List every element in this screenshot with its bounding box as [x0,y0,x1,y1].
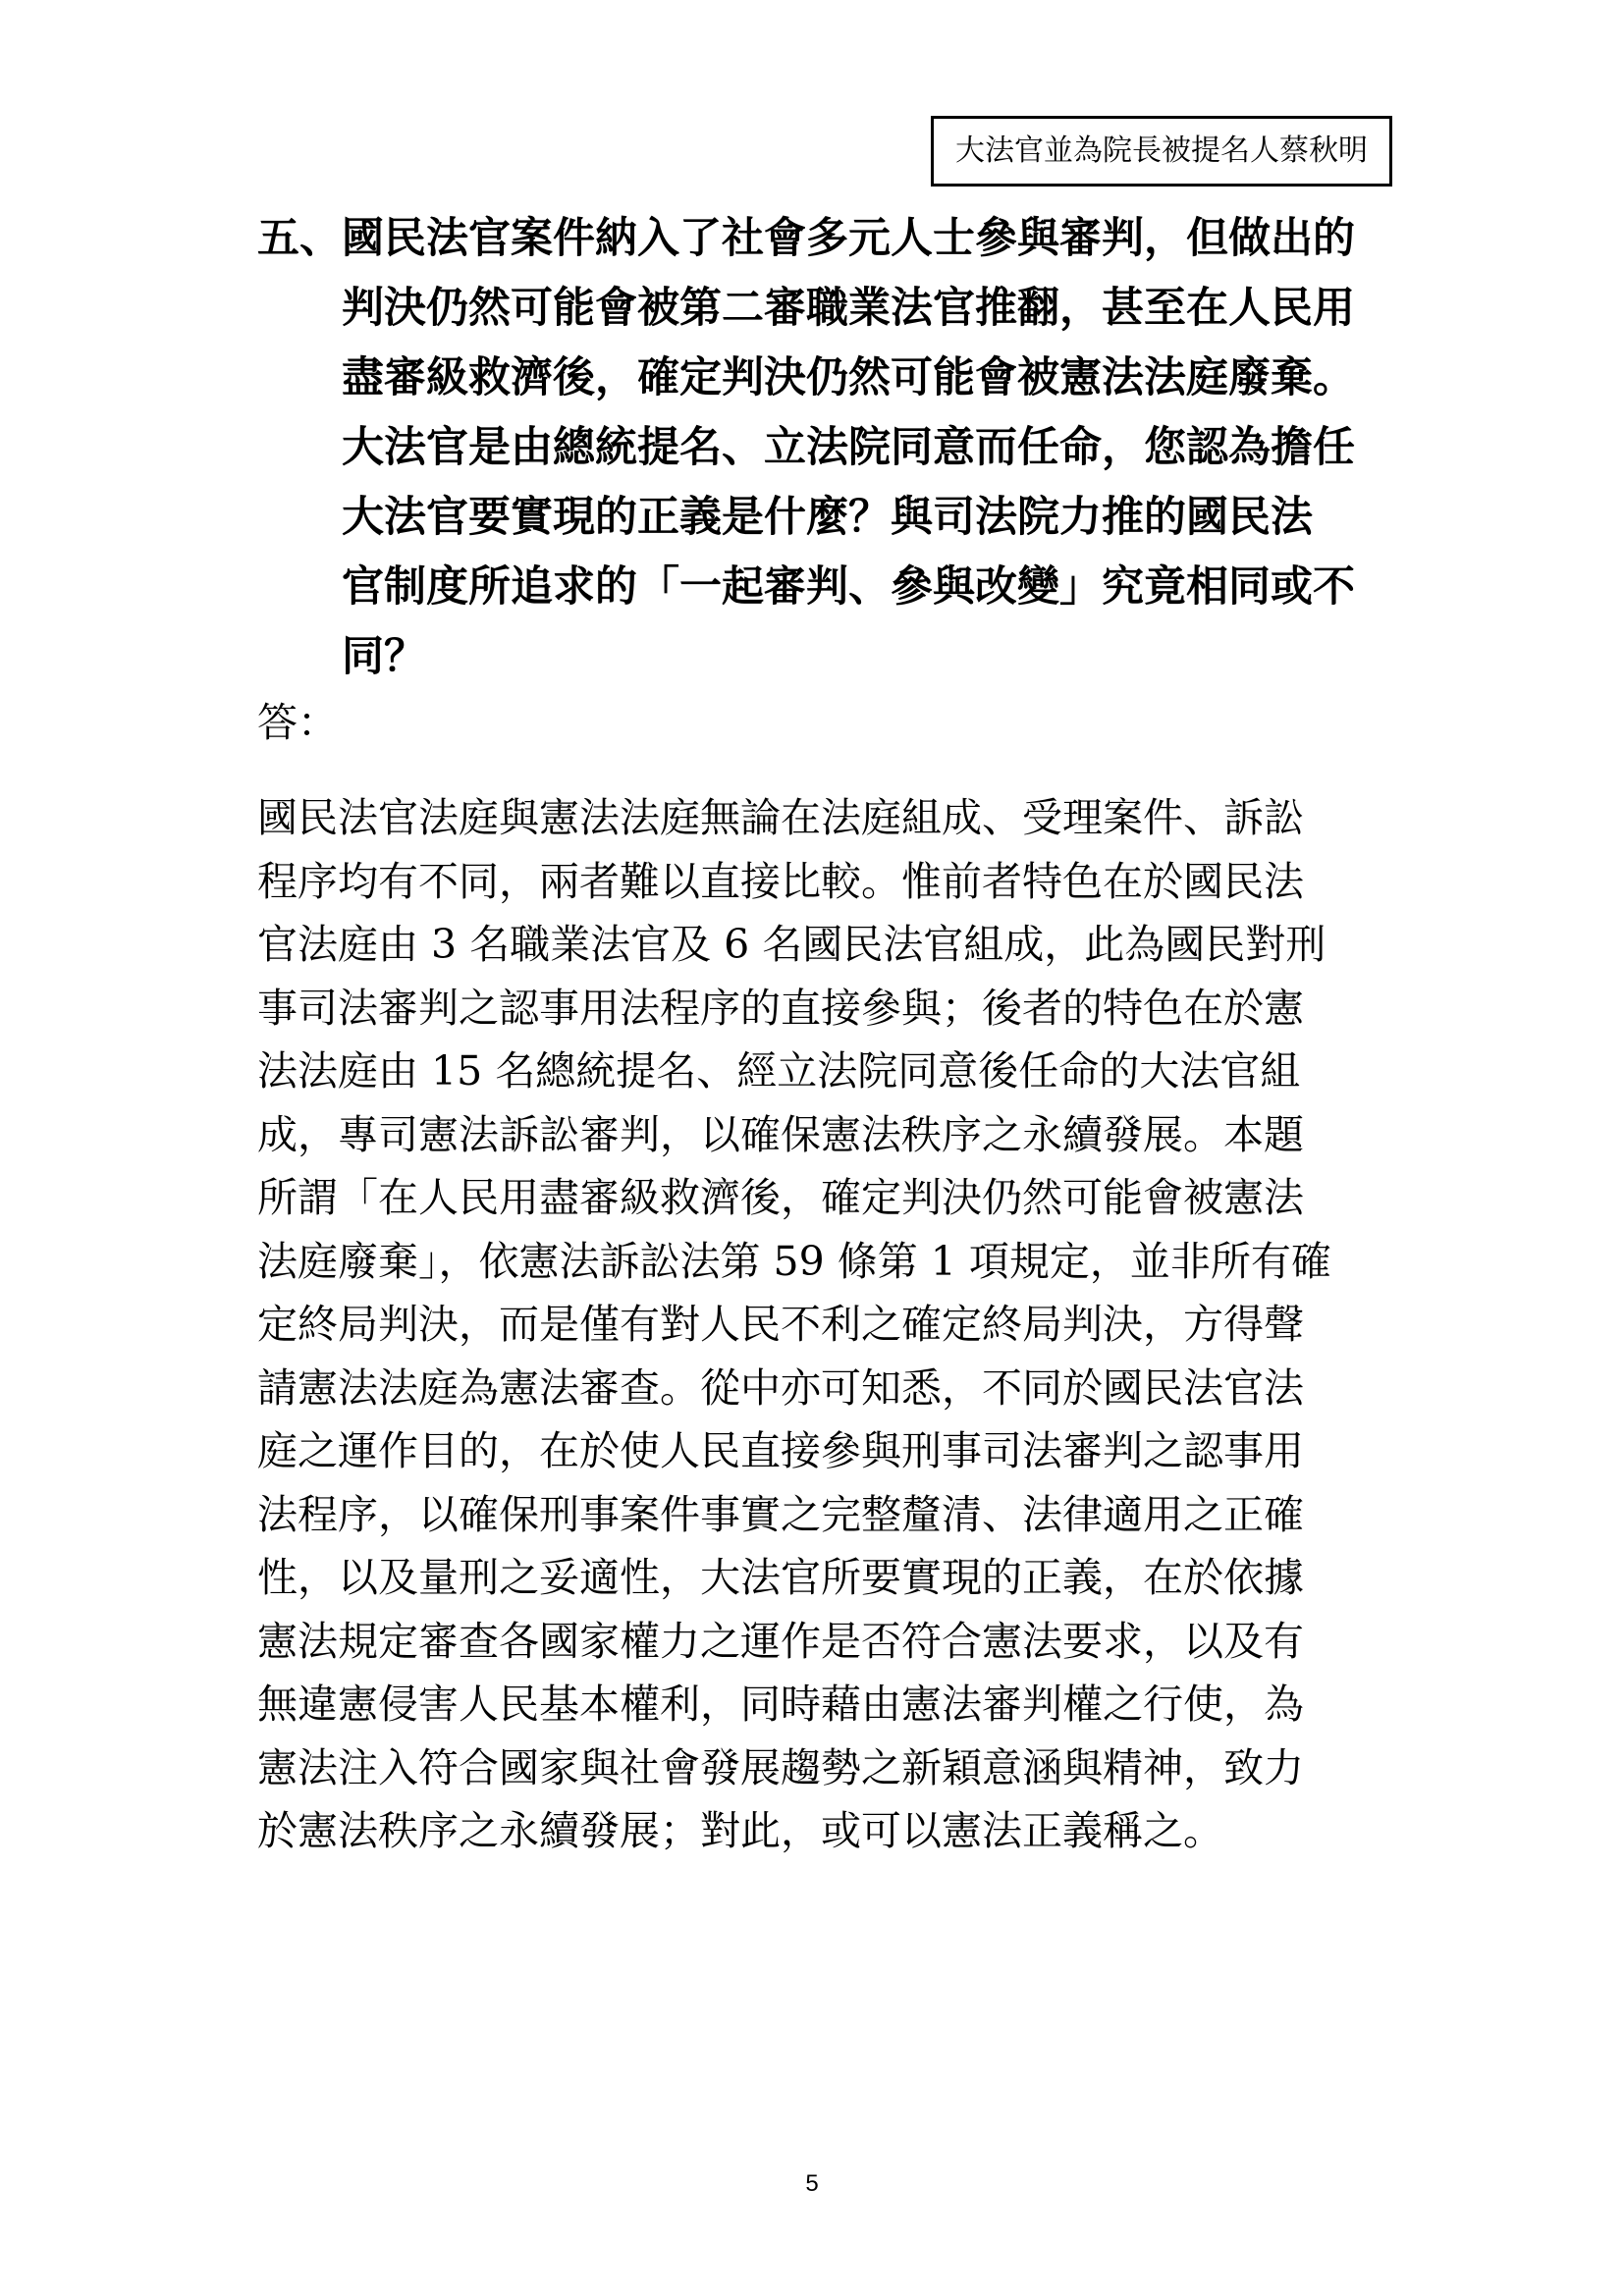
answer-line: 法程序，以確保刑事案件事實之完整釐清、法律適用之正確 [257,1490,1304,1538]
question-line: 判決仍然可能會被第二審職業法官推翻，甚至在人民用 [342,284,1355,333]
answer-line: 庭之運作目的，在於使人民直接參與刑事司法審判之認事用 [257,1427,1304,1474]
header-title: 大法官並為院長被提名人蔡秋明 [955,133,1368,168]
answer-line: 所謂「在人民用盡審級救濟後，確定判決仍然可能會被憲法 [257,1174,1304,1221]
answer-line: 性，以及量刑之妥適性，大法官所要實現的正義，在於依據 [257,1554,1304,1601]
answer-label: 答： [257,699,338,746]
answer-line: 憲法規定審查各國家權力之運作是否符合憲法要求，以及有 [257,1617,1304,1665]
question-line: 大法官是由總統提名、立法院同意而任命，您認為擔任 [342,423,1355,472]
answer-line: 國民法官法庭與憲法法庭無論在法庭組成、受理案件、訴訟 [257,794,1304,841]
answer-line: 程序均有不同，兩者難以直接比較。惟前者特色在於國民法 [257,857,1304,905]
answer-line: 憲法注入符合國家與社會發展趨勢之新穎意涵與精神，致力 [257,1743,1304,1791]
answer-line: 法庭廢棄」，依憲法訴訟法第 59 條第 1 項規定，並非所有確 [257,1237,1331,1285]
answer-line: 法法庭由 15 名總統提名、經立法院同意後任命的大法官組 [257,1047,1301,1095]
question-line: 同？ [342,632,426,681]
question-line: 盡審級救濟後，確定判決仍然可能會被憲法法庭廢棄。 [342,353,1355,402]
answer-line: 事司法審判之認事用法程序的直接參與；後者的特色在於憲 [257,984,1304,1032]
answer-line: 定終局判決，而是僅有對人民不利之確定終局判決，方得聲 [257,1301,1304,1348]
question-line: 大法官要實現的正義是什麼？與司法院力推的國民法 [342,493,1313,542]
answer-line: 官法庭由 3 名職業法官及 6 名國民法官組成，此為國民對刑 [257,921,1326,968]
answer-line: 無違憲侵害人民基本權利，同時藉由憲法審判權之行使，為 [257,1681,1304,1728]
page-number: 5 [805,2170,819,2197]
answer-line: 請憲法法庭為憲法審查。從中亦可知悉，不同於國民法官法 [257,1363,1304,1412]
answer-line: 於憲法秩序之永續發展；對此，或可以憲法正義稱之。 [257,1807,1223,1854]
answer-body [257,786,1388,1863]
question-line: 五、國民法官案件納入了社會多元人士參與審判，但做出的 [257,214,1355,263]
answer-line: 成，專司憲法訴訟審判，以確保憲法秩序之永續發展。本題 [257,1110,1304,1158]
question-line: 官制度所追求的「一起審判、參與改變」究竟相同或不 [342,562,1355,612]
document-header-box [931,116,1392,187]
question-block [257,204,1388,692]
